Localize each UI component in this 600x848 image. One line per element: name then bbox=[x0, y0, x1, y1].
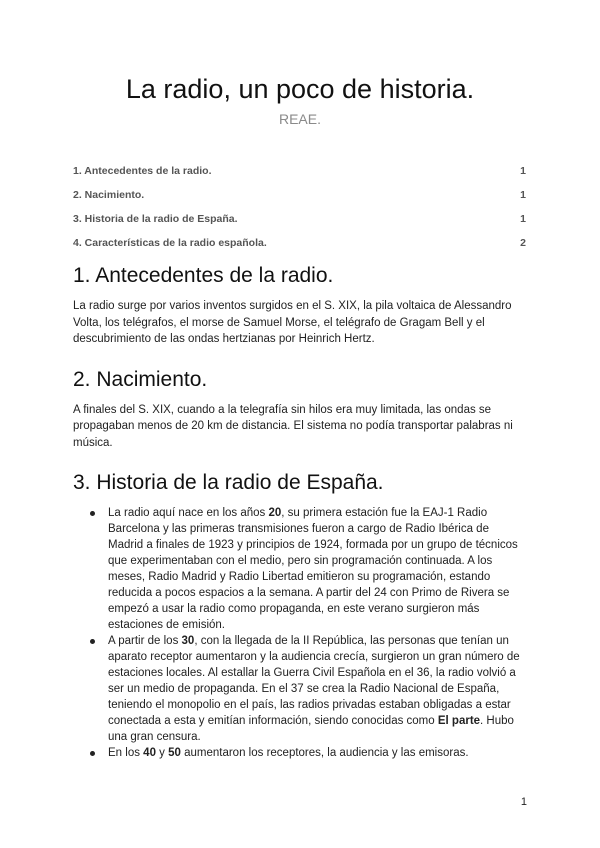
toc-entry-label: 3. Historia de la radio de España. bbox=[73, 213, 238, 225]
bullet-icon bbox=[90, 511, 95, 516]
toc-entry-page: 1 bbox=[520, 213, 526, 225]
table-of-contents bbox=[73, 162, 526, 258]
toc-entry[interactable] bbox=[73, 210, 526, 234]
toc-entry[interactable] bbox=[73, 234, 526, 258]
section-antecedentes bbox=[73, 262, 527, 348]
bullet-icon bbox=[90, 751, 95, 756]
section-heading: 1. Antecedentes de la radio. bbox=[73, 264, 334, 287]
list-item: A partir de los 30, con la llegada de la II República, las personas que tenían un aparato receptor aumentaron y la audiencia crecía, surgieron un gran número de estaciones locales. Al estallar la Guerra Civil Española en el 36, la radio volvió a ser un medio de propaganda. En el 37 se crea la Radio Nacional de España, teniendo el monopolio en el país, las radios privadas estaban obligadas a estar conectada a esta y emitían información, siendo conocidas como El parte. Hubo una gran censura. bbox=[73, 633, 527, 745]
section-historia-espana bbox=[73, 469, 527, 761]
toc-entry-page: 1 bbox=[520, 165, 526, 177]
document-title: La radio, un poco de historia. bbox=[125, 74, 475, 104]
list-item: La radio aquí nace en los años 20, su primera estación fue la EAJ-1 Radio Barcelona y las primeras transmisiones fueron a cargo de Radio Ibérica de Madrid a finales de 1923 y principios de 1924, formada por un grupo de técnicos que experimentaban con el medio, pero sin programación continuada. A los meses, Radio Madrid y Radio Libertad emitieron su programación, estando reducida a pocos espacios a la semana. A partir del 24 con Primo de Rivera se empezó a usar la radio como propaganda, en este verano surgieron más estaciones de emisión. bbox=[73, 505, 527, 633]
section-nacimiento bbox=[73, 366, 527, 452]
toc-entry-label: 1. Antecedentes de la radio. bbox=[73, 165, 212, 177]
section-heading: 3. Historia de la radio de España. bbox=[73, 471, 384, 494]
toc-entry-page: 2 bbox=[520, 237, 526, 249]
toc-entry-label: 4. Características de la radio española. bbox=[73, 237, 267, 249]
bullet-list bbox=[73, 505, 527, 761]
section-heading: 2. Nacimiento. bbox=[73, 367, 208, 391]
document-subtitle: REAE. bbox=[278, 111, 321, 127]
section-paragraph: La radio surge por varios inventos surgidos en el S. XIX, la pila voltaica de Alessandro Volta, los telégrafos, el morse de Samuel Morse, el telégrafo de Gragam Bell y el descubrimiento de las ondas hertzianas por Heinrich Hertz. bbox=[73, 300, 512, 345]
toc-entry[interactable] bbox=[73, 186, 526, 210]
list-item: En los 40 y 50 aumentaron los receptores, la audiencia y las emisoras. bbox=[73, 745, 527, 761]
toc-entry[interactable] bbox=[73, 162, 526, 186]
toc-entry-label: 2. Nacimiento. bbox=[73, 189, 145, 201]
toc-entry-page: 1 bbox=[520, 189, 526, 201]
document-body bbox=[73, 262, 527, 779]
bullet-icon bbox=[90, 639, 95, 644]
page-number: 1 bbox=[520, 796, 527, 808]
section-paragraph: A finales del S. XIX, cuando a la telegrafía sin hilos era muy limitada, las ondas se propagaban menos de 20 km de distancia. El sistema no podía transportar palabras ni música. bbox=[73, 403, 513, 449]
